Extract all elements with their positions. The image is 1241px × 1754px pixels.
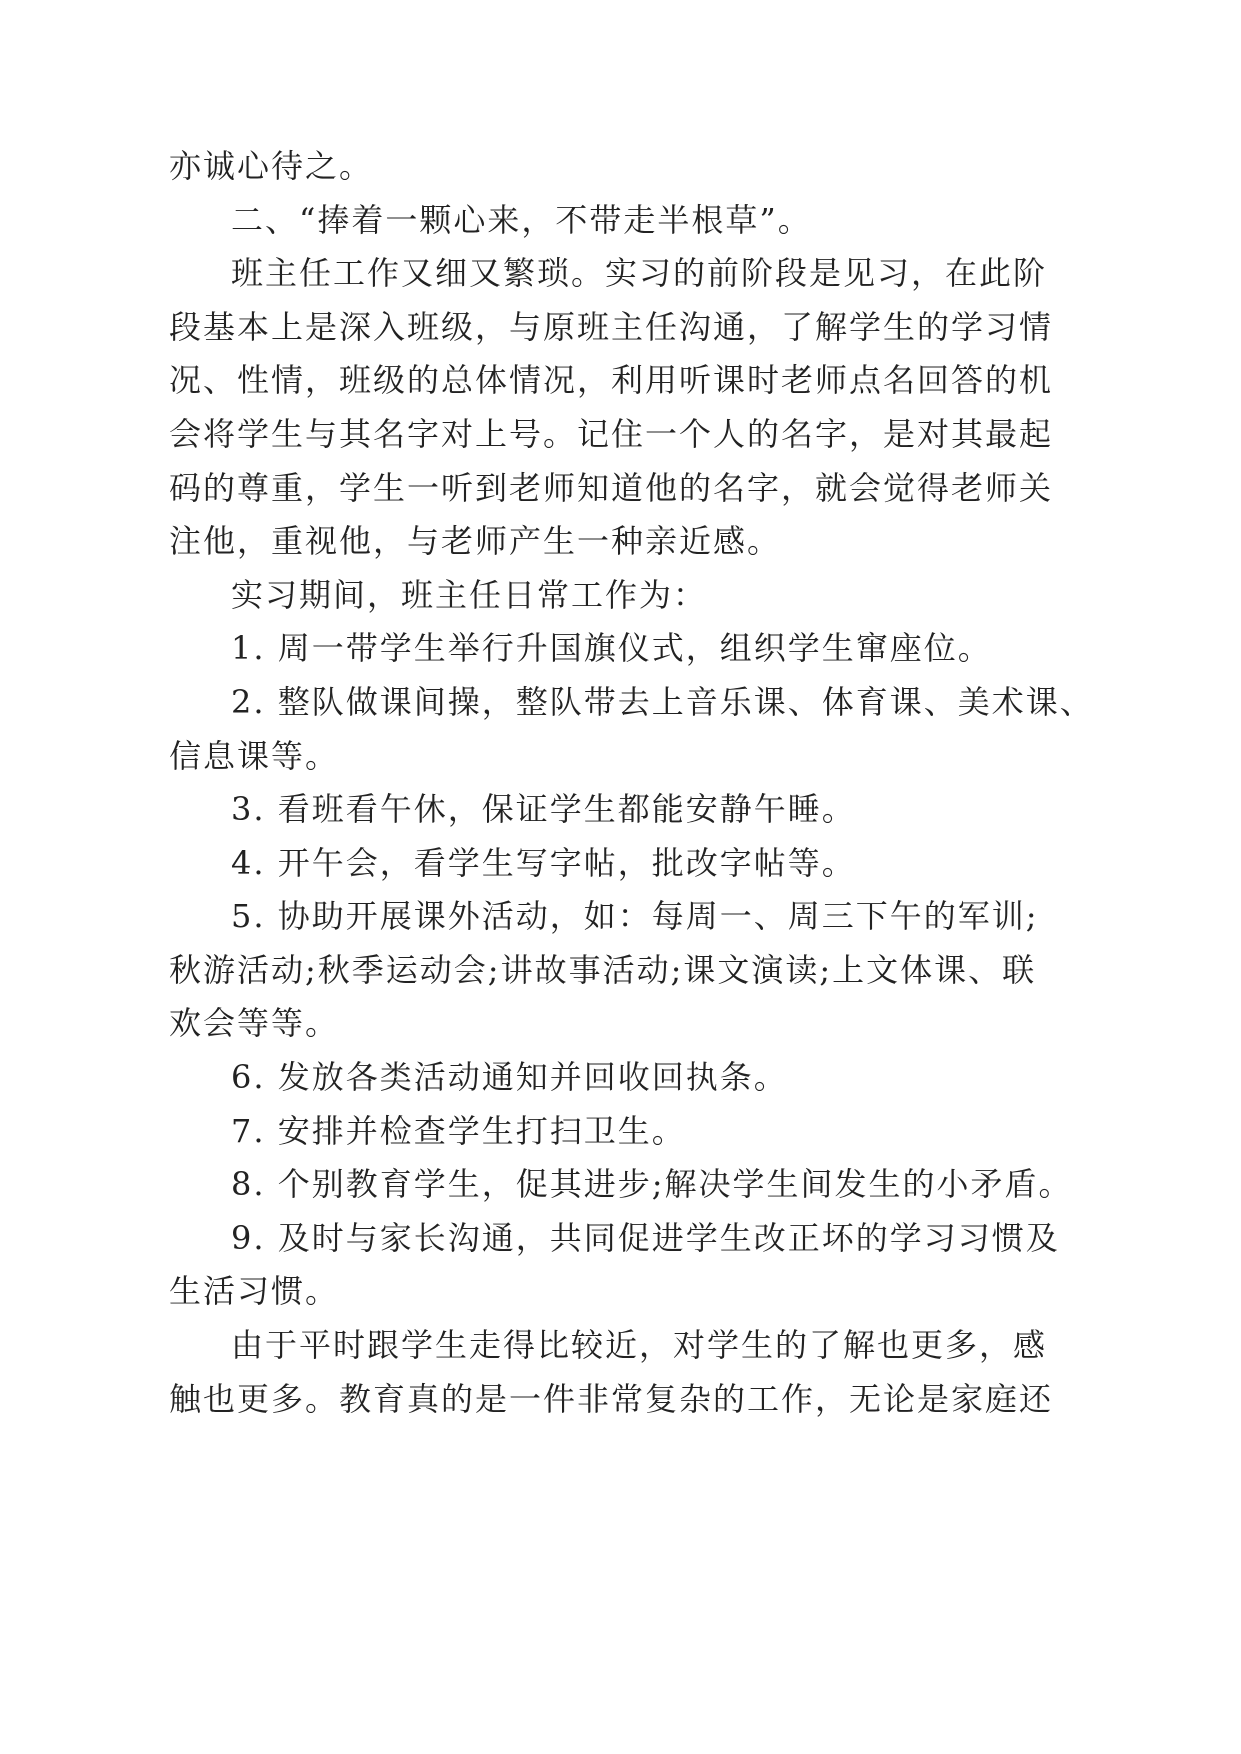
list-item: 2. 整队做课间操，整队带去上音乐课、体育课、美术课、 (231, 683, 1094, 721)
text-line: 实习期间，班主任日常工作为： (231, 576, 708, 614)
list-item: 1. 周一带学生举行升国旗仪式，组织学生窜座位。 (231, 629, 992, 667)
list-item: 3. 看班看午休，保证学生都能安静午睡。 (231, 790, 856, 828)
list-item: 4. 开午会，看学生写字帖，批改字帖等。 (231, 844, 856, 882)
list-item: 5. 协助开展课外活动，如：每周一、周三下午的军训; (231, 897, 1039, 935)
text-line: 秋游活动;秋季运动会;讲故事活动;课文演读;上文体课、联 (169, 951, 1037, 989)
text-line: 触也更多。教育真的是一件非常复杂的工作，无论是家庭还 (169, 1380, 1054, 1418)
text-line: 生活习惯。 (169, 1272, 340, 1310)
section-heading: 二、“捧着一颗心来，不带走半根草”。 (231, 201, 812, 239)
text-line: 注他，重视他，与老师产生一种亲近感。 (169, 522, 782, 560)
text-line: 信息课等。 (169, 737, 340, 775)
text-line: 会将学生与其名字对上号。记住一个人的名字，是对其最起 (169, 415, 1054, 453)
text-line: 段基本上是深入班级，与原班主任沟通，了解学生的学习情 (169, 308, 1054, 346)
list-item: 6. 发放各类活动通知并回收回执条。 (231, 1058, 788, 1096)
text-line: 码的尊重，学生一听到老师知道他的名字，就会觉得老师关 (169, 469, 1054, 507)
text-line: 由于平时跟学生走得比较近，对学生的了解也更多，感 (231, 1326, 1048, 1364)
text-line: 亦诚心待之。 (169, 147, 374, 185)
list-item: 7. 安排并检查学生打扫卫生。 (231, 1112, 686, 1150)
text-line: 况、性情，班级的总体情况，利用听课时老师点名回答的机 (169, 361, 1054, 399)
list-item: 8. 个别教育学生，促其进步;解决学生间发生的小矛盾。 (231, 1165, 1073, 1203)
list-item: 9. 及时与家长沟通，共同促进学生改正坏的学习习惯及 (231, 1219, 1060, 1257)
text-line: 班主任工作又细又繁琐。实习的前阶段是见习，在此阶 (231, 254, 1048, 292)
text-line: 欢会等等。 (169, 1004, 340, 1042)
